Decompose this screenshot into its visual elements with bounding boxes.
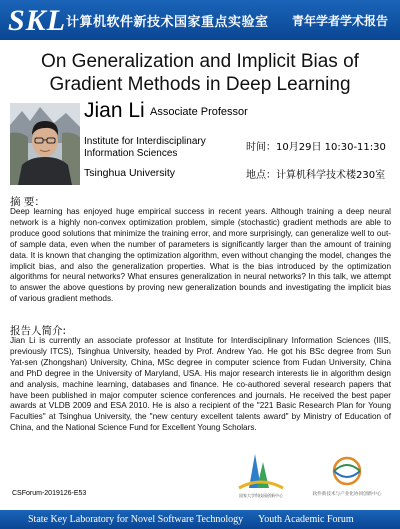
top-banner [0,0,400,40]
skl-logo-text: SKL [8,4,67,37]
speaker-photo [10,103,80,185]
footer-forum-name: Youth Academic Forum [258,514,354,525]
lab-name: 计算机软件新技术国家重点实验室 [66,15,269,30]
left-logo-caption: 国家大学科技园创新中心 [239,493,283,498]
abstract-text: Deep learning has enjoyed huge empirical success in recent years. Although training a deep neural network is a highly non-convex optimization problem, simple (stochastic) gradient methods are able to produce good solutions that minimize the training error, and more surprisingly, can generalize well to out-of sample data, even when the number of parameters is significantly larger than the amount of training data. It is known that changing the optimization algorithm, even without changing the model, changes the implicit bias, and also the generalization properties. What is the bias introduced by the optimization algorithms for neural networks? What ensures generalization in neural networks? In this talk, we attempt to answer the above questions by proving new generalization bounds and investigating the implicit bias of various gradient methods. [10,207,391,304]
right-logo-caption: 软件新技术与产业化协同创新中心 [312,492,382,497]
skl-logo [8,4,67,37]
bio-heading: 报告人简介: [10,325,67,337]
bio-text: Jian Li is currently an associate professor at Institute for Interdisciplinary Information Sciences (IIIS, previously ITCS), Tsinghua University, headed by Prof. Andrew Yao. He got his BSc degree from Sun Yat-sen (Zhongshan) University, China, MSc degree in computer science from Fudan University, China and PhD degree in the University of Maryland, USA. His major research interests lie in algorithm design and analysis, machine learning, databases and finance. He co-authored several research papers that have been published in major computer science conferences and journals. He received the best paper awards at VLDB 2009 and ESA 2010. He is also a recipient of the "221 Basic Research Plan for Young Faculties" at Tsinghua University, the "new century excellent talents award" by Ministry of Education of China, and the National Science Fund for Excellent Young Scholars. [10,336,391,433]
footer-lab-name: State Key Laboratory for Novel Software Technology [28,514,244,525]
speaker-name: Jian Li [84,99,145,122]
tower-emblem-icon [231,448,291,500]
series-name: 青年学者学术报告 [291,14,388,28]
globe-emblem-icon [311,455,383,500]
talk-title: On Generalization and Implicit Bias of Gradient Methods in Deep Learning [41,51,359,95]
speaker-university: Tsinghua University [84,167,176,179]
collaborative-center-logo [311,455,383,500]
talk-time: 时间：10月29日 10:30-11:30 [246,142,386,153]
speaker-position: Associate Professor [150,106,248,118]
speaker-institute: Institute for Interdisciplinary Information Sciences [84,136,206,159]
forum-code: CSForum-2019126-E53 [12,490,87,497]
innovation-center-logo [231,448,291,500]
talk-place: 地点：计算机科学技术楼230室 [246,170,386,181]
bottom-banner [0,510,400,529]
speaker-photo-image [10,103,80,185]
abstract-heading: 摘 要： [10,196,45,208]
